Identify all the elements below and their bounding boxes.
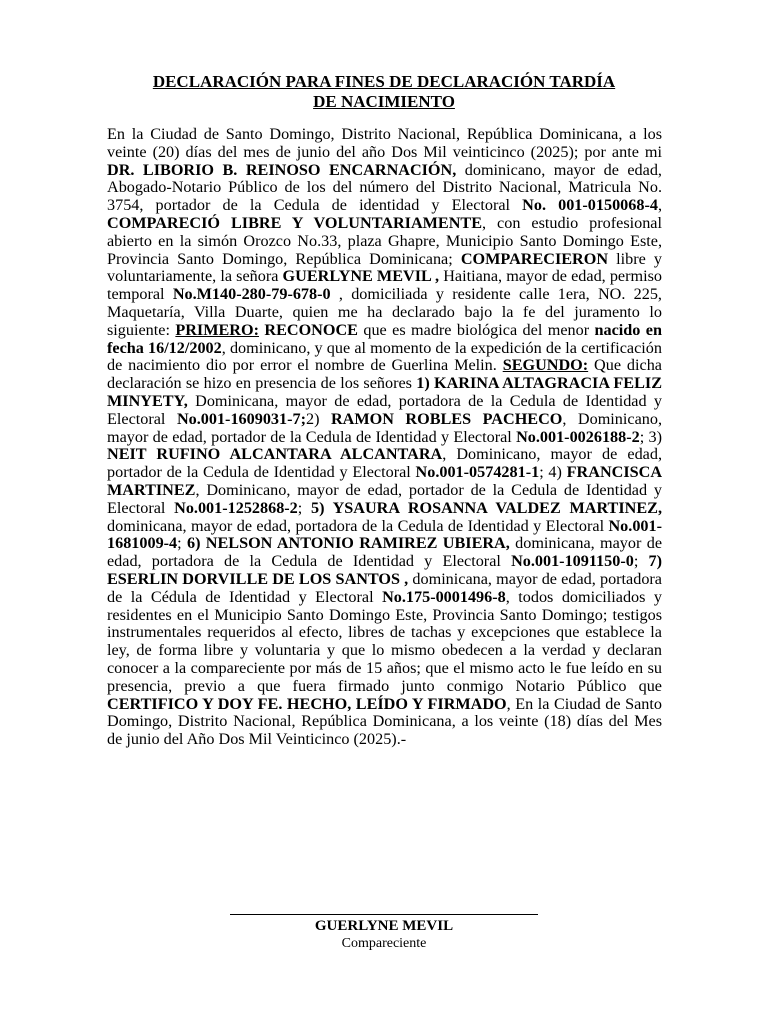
body-text-run: libre y voluntariamente, la señora xyxy=(107,249,662,286)
body-bold-run: DR. LIBORIO B. REINOSO ENCARNACIÓN, xyxy=(107,160,457,179)
body-bold-run: No.001-1091150-0 xyxy=(511,552,634,571)
body-text-run: , Dominicano, mayor de edad, portador de la Cedula de Identidad y Electoral xyxy=(107,409,662,446)
body-text-run: que es madre biológica del menor xyxy=(357,320,595,339)
body-text-run: ; xyxy=(177,534,187,553)
body-bold-run: GUERLYNE MEVIL , xyxy=(282,267,440,286)
body-bold-run: No. 001-0150068-4 xyxy=(522,196,658,215)
body-bold-run: nacido en fecha 16/12/2002 xyxy=(107,320,662,357)
body-bold-run: 6) NELSON ANTONIO RAMIREZ UBIERA, xyxy=(186,534,510,553)
body-text-run: , Dominicano, mayor de edad, portador de la Cedula de Identidad y Electoral xyxy=(107,445,662,482)
body-text-run: , todos domiciliados y residentes en el Municipio Santo Domingo Este, Provincia Santo Domingo; testigos instrumentales requeridos al efecto, libres de tachas y excepciones que establece la ley, de forma libre y voluntaria y que lo mismo obedecen a la verdad y declaran conocer a la compareciente por más de 15 años; que el mismo acto le fue leído en su presencia, previo a que fuera firmado junto conmigo Notario Público que xyxy=(107,587,663,695)
body-bold-run: COMPARECIÓ LIBRE Y VOLUNTARIAMENTE xyxy=(107,213,483,232)
body-text-run: ; 4) xyxy=(539,463,567,482)
body-bold-run: 5) YSAURA ROSANNA VALDEZ MARTINEZ, xyxy=(310,498,662,517)
body-bold-run: SEGUNDO: xyxy=(502,356,589,375)
body-bold-run: 7) ESERLIN DORVILLE DE LOS SANTOS , xyxy=(107,552,662,588)
title-line-1: DECLARACIÓN PARA FINES DE DECLARACIÓN TARDÍA xyxy=(152,72,616,91)
body-text-run: dominicana, mayor de edad, portadora de la Cedula de Identidad y Electoral xyxy=(107,516,609,535)
body-text-run: , domiciliada y residente calle 1era, NO. 225, Maquetaría, Villa Duarte, quien me ha declarado bajo la fe del juramento lo siguiente: xyxy=(107,285,662,339)
signature-role: Compareciente xyxy=(341,936,427,951)
body-text-run: , con estudio profesional abierto en la simón Orozco No.33, plaza Ghapre, Municipio Santo Domingo Este, Provincia Santo Domingo, República Dominicana; xyxy=(107,213,662,268)
body-text-run: Dominicana, mayor de edad, portadora de la Cedula de Identidad y Electoral xyxy=(107,391,662,428)
body-text-run: ; xyxy=(297,498,311,517)
signature-name: GUERLYNE MEVIL xyxy=(314,918,454,934)
body-text-run: dominicana, mayor de edad, portadora de la Cedula de Identidad y Electoral xyxy=(107,534,662,571)
signature-line xyxy=(230,914,538,915)
body-bold-run: No.001-0026188-2 xyxy=(516,427,640,446)
body-text-run: , xyxy=(657,196,662,215)
body-text-run: dominicano, mayor de edad, Abogado-Notario Público de los del número del Distrito Nacional, Matricula No. 3754, portador de la Cedula de identidad y Electoral xyxy=(107,160,662,215)
body-bold-run: 1) KARINA ALTAGRACIA FELIZ MINYETY, xyxy=(107,374,662,410)
body-bold-run: CERTIFICO Y DOY FE. HECHO, LEÍDO Y FIRMADO xyxy=(107,694,507,713)
body-bold-run: RAMON ROBLES PACHECO xyxy=(330,409,563,428)
body-bold-run: No.001-1609031-7; xyxy=(176,409,306,428)
body-text-run: dominicana, mayor de edad, portadora de la Cédula de Identidad y Electoral xyxy=(107,569,662,606)
body-text-run: ; 3) xyxy=(639,427,662,446)
body-bold-run: No.001-0574281-1 xyxy=(415,463,540,482)
body-bold-run: No.175-0001496-8 xyxy=(382,587,506,606)
body-text-run: , dominicano, y que al momento de la expedición de la certificación de nacimiento dio por error el nombre de Guerlina Melin. xyxy=(107,338,662,375)
body-text-run: Haitiana, mayor de edad, permiso temporal xyxy=(107,267,662,304)
document-title xyxy=(96,72,672,112)
body-bold-run: RECONOCE xyxy=(264,320,358,339)
body-bold-run: FRANCISCA MARTINEZ xyxy=(107,463,663,499)
signature-block xyxy=(230,914,538,952)
body-text-run: 2) xyxy=(305,409,331,428)
body-bold-run: PRIMERO: xyxy=(175,320,259,339)
body-text-run: , Dominicano, mayor de edad, portador de la Cedula de Identidad y Electoral xyxy=(107,480,662,517)
body-bold-run: No.001-1252868-2 xyxy=(174,498,298,517)
body-bold-run: No.001-1681009-4 xyxy=(107,516,662,553)
body-text-run: , En la Ciudad de Santo Domingo, Distrito Nacional, República Dominicana, a los veinte (18) días del Mes de junio del Año Dos Mil Veinticinco (2025).- xyxy=(107,694,662,749)
body-text-run: ; xyxy=(633,552,649,571)
body-bold-run: NEIT RUFINO ALCANTARA ALCANTARA xyxy=(107,445,443,464)
body-bold-run: No.M140-280-79-678-0 xyxy=(172,285,331,304)
body-bold-run: COMPARECIERON xyxy=(460,249,609,268)
title-line-2: DE NACIMIENTO xyxy=(313,92,455,111)
body-text-run: Que dicha declaración se hizo en presencia de los señores xyxy=(107,356,662,393)
body-text-run: En la Ciudad de Santo Domingo, Distrito Nacional, República Dominicana, a los veinte (20) días del mes de junio del año Dos Mil veinticinco (2025); por ante mi xyxy=(107,125,662,161)
declaration-body xyxy=(107,126,662,749)
